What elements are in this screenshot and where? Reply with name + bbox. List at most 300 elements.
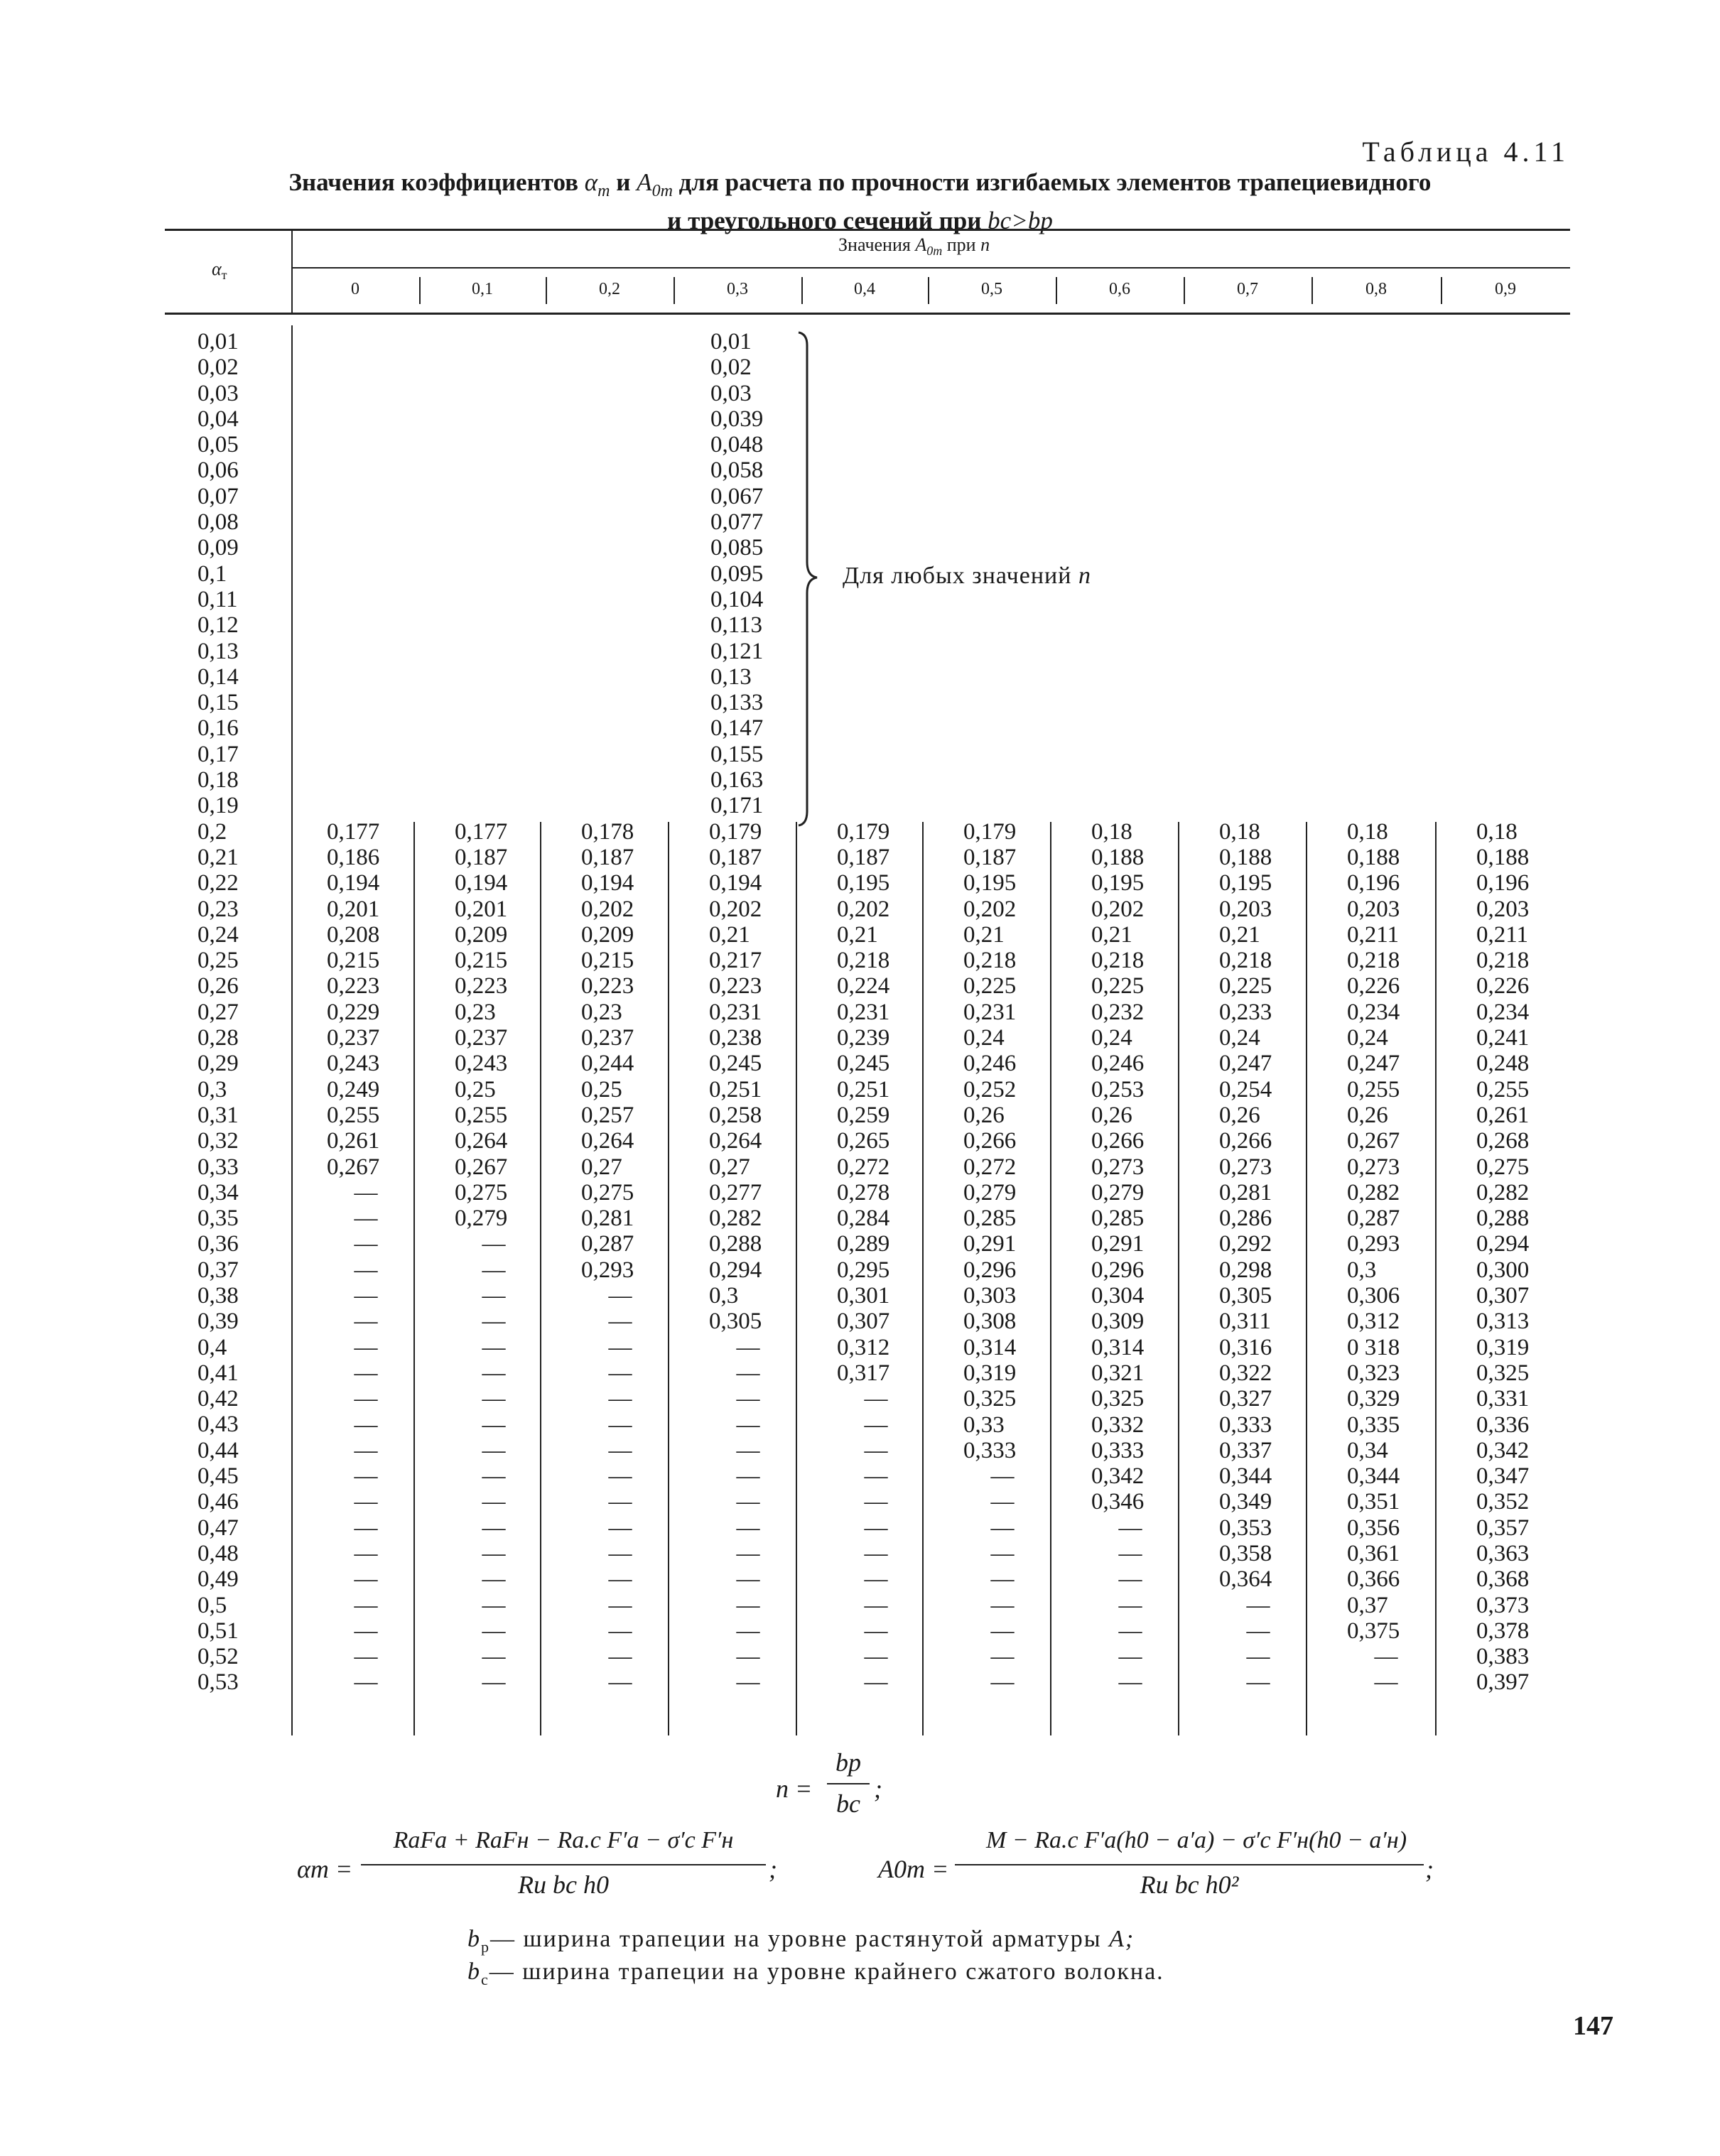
formula-n-fraction-line — [827, 1783, 870, 1784]
table-cell: 0,249 — [327, 1076, 380, 1103]
empty-value-dash: — — [354, 1618, 378, 1644]
empty-value-dash: — — [608, 1618, 632, 1644]
table-cell: 0,351 — [1347, 1489, 1400, 1515]
table-cell: 0,319 — [963, 1360, 1017, 1386]
table-cell: 0,273 — [1091, 1154, 1145, 1180]
caption-line-2: и треугольного сечений при bc>bр — [667, 207, 1053, 234]
alpha-value: 0,27 — [198, 999, 239, 1025]
table-cell: 0,244 — [581, 1051, 634, 1077]
empty-value-dash: — — [736, 1669, 760, 1696]
table-cell: 0,195 — [1091, 870, 1145, 896]
empty-value-dash: — — [354, 1592, 378, 1618]
table-cell: 0,272 — [837, 1154, 890, 1180]
table-cell: 0,26 — [1091, 1102, 1132, 1128]
alpha-value: 0,37 — [198, 1257, 239, 1283]
any-n-value: 0,147 — [710, 715, 764, 742]
table-cell: 0,268 — [1476, 1128, 1530, 1154]
table-cell: 0,177 — [455, 818, 508, 845]
table-cell: 0,364 — [1219, 1566, 1272, 1593]
table-cell: 0,245 — [709, 1051, 762, 1077]
alpha-value: 0,05 — [198, 432, 239, 458]
empty-value-dash: — — [354, 1206, 378, 1232]
table-cell: 0,344 — [1347, 1463, 1400, 1490]
formula-A-lhs: A0т = — [878, 1855, 949, 1883]
table-cell: 0,27 — [709, 1154, 750, 1180]
table-cell: 0,179 — [709, 818, 762, 845]
table-cell: 0,23 — [581, 999, 622, 1025]
curly-brace-icon — [796, 331, 824, 828]
value-column-n-4 — [837, 819, 915, 1696]
table-cell: 0,282 — [1476, 1179, 1530, 1206]
alpha-value: 0,45 — [198, 1463, 239, 1490]
empty-value-dash: — — [608, 1412, 632, 1438]
table-cell: 0,251 — [709, 1076, 762, 1103]
empty-value-dash: — — [482, 1334, 506, 1360]
body-divider — [796, 822, 797, 1735]
table-cell: 0,24 — [1347, 1025, 1388, 1051]
alpha-value: 0,12 — [198, 612, 239, 639]
page-number: 147 — [1573, 2011, 1613, 2041]
table-cell: 0,305 — [709, 1309, 762, 1335]
alpha-value: 0,08 — [198, 509, 239, 536]
alpha-value: 0,09 — [198, 535, 239, 561]
empty-value-dash: — — [354, 1257, 378, 1283]
caption-condition: bc>bр — [988, 207, 1053, 234]
empty-value-dash: — — [736, 1463, 760, 1490]
table-cell: 0,291 — [963, 1231, 1017, 1257]
table-cell: 0,209 — [455, 921, 508, 948]
body-divider — [1178, 822, 1179, 1735]
table-cell: 0,255 — [327, 1102, 380, 1128]
header-divider-alpha — [291, 230, 293, 313]
any-n-value: 0,13 — [710, 663, 752, 690]
table-cell: 0,282 — [1347, 1179, 1400, 1206]
table-cell: 0,253 — [1091, 1076, 1145, 1103]
any-n-value: 0,058 — [710, 457, 764, 484]
legend-line-bp: $b_р—$ ширина трапеции на уровне растянутой арматуры A; — [467, 1926, 1135, 1956]
empty-value-dash: — — [1118, 1592, 1142, 1618]
empty-value-dash: — — [1118, 1644, 1142, 1670]
empty-value-dash: — — [990, 1566, 1015, 1593]
formula-alpha-lhs: αт = — [297, 1855, 353, 1883]
table-cell: 0,187 — [581, 844, 634, 870]
empty-value-dash: — — [482, 1463, 506, 1490]
table-cell: 0,264 — [581, 1128, 634, 1154]
alpha-value: 0,15 — [198, 690, 239, 716]
table-cell: 0,344 — [1219, 1463, 1272, 1490]
table-cell: 0,203 — [1219, 896, 1272, 922]
value-column-n-8 — [1347, 819, 1425, 1696]
n-header-cell: 0,6 — [1109, 280, 1130, 298]
empty-value-dash: — — [354, 1669, 378, 1696]
empty-value-dash: — — [990, 1618, 1015, 1644]
header-mid-rule — [291, 267, 1570, 269]
table-cell: 0,255 — [1476, 1076, 1530, 1103]
table-cell: 0,298 — [1219, 1257, 1272, 1283]
table-cell: 0,26 — [963, 1102, 1005, 1128]
table-cell: 0,18 — [1476, 818, 1518, 845]
empty-value-dash: — — [608, 1463, 632, 1490]
table-cell: 0,255 — [1347, 1076, 1400, 1103]
n-header-cell: 0 — [351, 280, 359, 298]
table-cell: 0,3 — [1347, 1257, 1377, 1283]
table-cell: 0,322 — [1219, 1360, 1272, 1386]
table-cell: 0,337 — [1219, 1437, 1272, 1463]
empty-value-dash: — — [736, 1592, 760, 1618]
table-cell: 0,21 — [709, 921, 750, 948]
table-cell: 0,201 — [455, 896, 508, 922]
empty-value-dash: — — [608, 1592, 632, 1618]
formula-alpha-numerator: RаFа + RаFн − Rа.с F′а − σ′с F′н — [393, 1827, 734, 1853]
alpha-value: 0,3 — [198, 1076, 227, 1103]
table-cell: 0,361 — [1347, 1541, 1400, 1566]
table-cell: 0,246 — [963, 1051, 1017, 1077]
table-cell: 0,226 — [1476, 973, 1530, 1000]
alpha-value: 0,13 — [198, 638, 239, 664]
empty-value-dash: — — [864, 1566, 888, 1593]
empty-value-dash: — — [354, 1515, 378, 1541]
table-cell: 0,267 — [1347, 1128, 1400, 1154]
any-n-values-column — [710, 329, 763, 819]
empty-value-dash: — — [354, 1231, 378, 1257]
any-n-value: 0,155 — [710, 741, 764, 767]
table-cell: 0,258 — [709, 1102, 762, 1128]
table-cell: 0,202 — [963, 896, 1017, 922]
table-cell: 0,196 — [1476, 870, 1530, 896]
caption-alpha: $\alpha_т$ — [584, 168, 610, 200]
empty-value-dash: — — [990, 1489, 1015, 1515]
table-cell: 0,195 — [837, 870, 890, 896]
table-cell: 0,301 — [837, 1283, 890, 1309]
table-caption — [0, 168, 1720, 236]
table-cell: 0,218 — [1091, 948, 1145, 974]
empty-value-dash: — — [1374, 1669, 1398, 1696]
alpha-value: 0,06 — [198, 457, 239, 484]
alpha-value: 0,42 — [198, 1386, 239, 1412]
alpha-value: 0,23 — [198, 896, 239, 922]
table-cell: 0,187 — [963, 844, 1017, 870]
table-cell: 0,188 — [1219, 844, 1272, 870]
table-cell: 0,3 — [709, 1283, 739, 1309]
empty-value-dash: — — [482, 1257, 506, 1283]
empty-value-dash: — — [990, 1644, 1015, 1670]
table-cell: 0,195 — [1219, 870, 1272, 896]
formula-n-lhs: n = — [776, 1775, 813, 1803]
empty-value-dash: — — [354, 1489, 378, 1515]
any-n-value: 0,02 — [710, 354, 752, 381]
empty-value-dash: — — [482, 1541, 506, 1566]
table-cell: 0,211 — [1347, 921, 1400, 948]
table-cell: 0,18 — [1347, 818, 1388, 845]
table-cell: 0,312 — [1347, 1309, 1400, 1335]
table-cell: 0,23 — [455, 999, 496, 1025]
value-column-n-7 — [1219, 819, 1297, 1696]
table-cell: 0,187 — [709, 844, 762, 870]
table-cell: 0,279 — [455, 1206, 508, 1232]
empty-value-dash: — — [1246, 1669, 1270, 1696]
any-n-value: 0,01 — [710, 329, 752, 354]
table-number: Таблица 4.11 — [1362, 136, 1569, 168]
table-cell: 0,21 — [1091, 921, 1132, 948]
empty-value-dash: — — [608, 1515, 632, 1541]
any-n-value: 0,067 — [710, 483, 764, 509]
table-cell: 0,319 — [1476, 1334, 1530, 1360]
empty-value-dash: — — [354, 1179, 378, 1206]
table-cell: 0,241 — [1476, 1025, 1530, 1051]
value-column-n-1 — [455, 819, 533, 1696]
table-cell: 0,34 — [1347, 1437, 1388, 1463]
table-cell: 0,177 — [327, 818, 380, 845]
empty-value-dash: — — [736, 1360, 760, 1386]
empty-value-dash: — — [608, 1334, 632, 1360]
table-cell: 0,179 — [963, 818, 1017, 845]
alpha-value: 0,44 — [198, 1437, 239, 1463]
empty-value-dash: — — [482, 1386, 506, 1412]
table-cell: 0,279 — [963, 1179, 1017, 1206]
body-divider — [413, 822, 415, 1735]
caption-line-1: Значения коэффициентов $\alpha_т$ и $A_{0т}$ для расчета по прочности изгибаемых элементов трапециевидного — [288, 168, 1432, 200]
alpha-value: 0,14 — [198, 663, 239, 690]
empty-value-dash: — — [354, 1566, 378, 1593]
alpha-value: 0,43 — [198, 1412, 239, 1438]
table-cell: 0,397 — [1476, 1669, 1530, 1696]
any-n-value: 0,104 — [710, 586, 764, 612]
table-cell: 0,245 — [837, 1051, 890, 1077]
table-cell: 0,358 — [1219, 1541, 1272, 1566]
table-cell: 0,317 — [837, 1360, 890, 1386]
empty-value-dash: — — [608, 1386, 632, 1412]
alpha-value: 0,01 — [198, 329, 239, 354]
alpha-value: 0,28 — [198, 1025, 239, 1051]
table-cell: 0,234 — [1347, 999, 1400, 1025]
value-column-n-0 — [327, 819, 405, 1696]
alpha-value: 0,34 — [198, 1179, 239, 1206]
empty-value-dash: — — [864, 1463, 888, 1490]
table-cell: 0,287 — [1347, 1206, 1400, 1232]
alpha-value: 0,29 — [198, 1051, 239, 1077]
value-column-n-3 — [709, 819, 787, 1696]
n-header-cell: 0,4 — [854, 280, 875, 298]
alpha-value: 0,52 — [198, 1644, 239, 1670]
table-cell: 0,264 — [455, 1128, 508, 1154]
table-cell: 0,284 — [837, 1206, 890, 1232]
empty-value-dash: — — [482, 1669, 506, 1696]
table-cell: 0,37 — [1347, 1592, 1388, 1618]
empty-value-dash: — — [1374, 1644, 1398, 1670]
body-divider — [540, 822, 541, 1735]
table-cell: 0,252 — [963, 1076, 1017, 1103]
formula-n-semicolon: ; — [874, 1775, 882, 1803]
table-cell: 0,323 — [1347, 1360, 1400, 1386]
table-cell: 0,188 — [1476, 844, 1530, 870]
table-cell: 0,21 — [963, 921, 1005, 948]
empty-value-dash: — — [1118, 1515, 1142, 1541]
table-cell: 0,196 — [1347, 870, 1400, 896]
empty-value-dash: — — [482, 1489, 506, 1515]
table-cell: 0,251 — [837, 1076, 890, 1103]
empty-value-dash: — — [1118, 1669, 1142, 1696]
table-cell: 0,309 — [1091, 1309, 1145, 1335]
empty-value-dash: — — [1246, 1592, 1270, 1618]
table-cell: 0,281 — [581, 1206, 634, 1232]
empty-value-dash: — — [864, 1489, 888, 1515]
empty-value-dash: — — [864, 1515, 888, 1541]
alpha-value: 0,5 — [198, 1592, 227, 1618]
table-cell: 0,231 — [837, 999, 890, 1025]
body-divider — [1435, 822, 1437, 1735]
table-cell: 0,218 — [837, 948, 890, 974]
table-cell: 0,231 — [963, 999, 1017, 1025]
table-cell: 0,363 — [1476, 1541, 1530, 1566]
table-cell: 0,303 — [963, 1283, 1017, 1309]
alpha-value: 0,21 — [198, 844, 239, 870]
empty-value-dash: — — [736, 1412, 760, 1438]
table-cell: 0,273 — [1347, 1154, 1400, 1180]
table-cell: 0,342 — [1091, 1463, 1145, 1490]
empty-value-dash: — — [482, 1231, 506, 1257]
table-cell: 0,294 — [1476, 1231, 1530, 1257]
table-cell: 0,321 — [1091, 1360, 1145, 1386]
any-n-value: 0,163 — [710, 767, 764, 793]
formula-A-fraction-line — [955, 1864, 1424, 1865]
body-divider — [668, 822, 669, 1735]
alpha-value: 0,47 — [198, 1515, 239, 1541]
table-cell: 0,285 — [963, 1206, 1017, 1232]
empty-value-dash: — — [608, 1541, 632, 1566]
table-cell: 0,325 — [1476, 1360, 1530, 1386]
caption-A: $A_{0т}$ — [637, 168, 673, 200]
value-column-n-5 — [963, 819, 1042, 1696]
table-cell: 0 318 — [1347, 1334, 1400, 1360]
table-cell: 0,254 — [1219, 1076, 1272, 1103]
table-cell: 0,314 — [963, 1334, 1017, 1360]
n-header-cell: 0,1 — [472, 280, 493, 298]
table-cell: 0,296 — [1091, 1257, 1145, 1283]
empty-value-dash: — — [990, 1463, 1015, 1490]
table-cell: 0,296 — [963, 1257, 1017, 1283]
alpha-value: 0,18 — [198, 767, 239, 793]
body-divider — [1306, 822, 1307, 1735]
table-cell: 0,226 — [1347, 973, 1400, 1000]
table-cell: 0,357 — [1476, 1515, 1530, 1541]
table-cell: 0,243 — [455, 1051, 508, 1077]
table-cell: 0,325 — [1091, 1386, 1145, 1412]
table-cell: 0,179 — [837, 818, 890, 845]
table-cell: 0,294 — [709, 1257, 762, 1283]
table-cell: 0,223 — [455, 973, 508, 1000]
table-cell: 0,18 — [1219, 818, 1260, 845]
table-cell: 0,188 — [1091, 844, 1145, 870]
table-cell: 0,286 — [1219, 1206, 1272, 1232]
table-cell: 0,316 — [1219, 1334, 1272, 1360]
empty-value-dash: — — [354, 1463, 378, 1490]
table-cell: 0,224 — [837, 973, 890, 1000]
alpha-value: 0,39 — [198, 1309, 239, 1335]
table-cell: 0,308 — [963, 1309, 1017, 1335]
table-cell: 0,307 — [1476, 1283, 1530, 1309]
table-cell: 0,218 — [1347, 948, 1400, 974]
table-cell: 0,237 — [581, 1025, 634, 1051]
table-cell: 0,291 — [1091, 1231, 1145, 1257]
alpha-value: 0,02 — [198, 354, 239, 381]
empty-value-dash: — — [482, 1566, 506, 1593]
table-cell: 0,203 — [1476, 896, 1530, 922]
any-n-value: 0,121 — [710, 638, 764, 664]
alpha-value: 0,38 — [198, 1282, 239, 1309]
empty-value-dash: — — [482, 1644, 506, 1670]
formula-alpha-denominator: Rи bc h0 — [518, 1870, 609, 1899]
alpha-value: 0,24 — [198, 921, 239, 948]
formula-A-numerator: M − Rа.с F′а(h0 − a′а) − σ′с F′н(h0 − a′н) — [985, 1827, 1407, 1853]
table-cell: 0,187 — [837, 844, 890, 870]
table-cell: 0,287 — [581, 1231, 634, 1257]
table-cell: 0,356 — [1347, 1515, 1400, 1541]
empty-value-dash: — — [482, 1283, 506, 1309]
table-cell: 0,194 — [709, 870, 762, 896]
empty-value-dash: — — [608, 1566, 632, 1593]
table-cell: 0,202 — [1091, 896, 1145, 922]
table-cell: 0,278 — [837, 1179, 890, 1206]
table-cell: 0,203 — [1347, 896, 1400, 922]
table-cell: 0,305 — [1219, 1283, 1272, 1309]
empty-value-dash: — — [736, 1489, 760, 1515]
table-cell: 0,277 — [709, 1179, 762, 1206]
empty-value-dash: — — [482, 1592, 506, 1618]
empty-value-dash: — — [864, 1618, 888, 1644]
formula-A-denominator: Rи bc h0² — [1140, 1870, 1239, 1899]
table-cell: 0,292 — [1219, 1231, 1272, 1257]
any-n-value: 0,077 — [710, 509, 764, 536]
empty-value-dash: — — [482, 1515, 506, 1541]
empty-value-dash: — — [482, 1412, 506, 1438]
n-header-cell: 0,7 — [1237, 280, 1258, 298]
table-cell: 0,331 — [1476, 1386, 1530, 1412]
table-cell: 0,218 — [963, 948, 1017, 974]
table-cell: 0,24 — [1219, 1025, 1260, 1051]
table-cell: 0,26 — [1219, 1102, 1260, 1128]
empty-value-dash: — — [354, 1283, 378, 1309]
alpha-value: 0,16 — [198, 715, 239, 742]
table-cell: 0,279 — [1091, 1179, 1145, 1206]
alpha-values-column — [198, 329, 239, 1696]
table-cell: 0,368 — [1476, 1566, 1530, 1593]
alpha-column-header: $\alpha_т$ — [212, 259, 227, 283]
alpha-value: 0,17 — [198, 741, 239, 767]
empty-value-dash: — — [1118, 1566, 1142, 1593]
table-cell: 0,266 — [963, 1128, 1017, 1154]
table-cell: 0,238 — [709, 1025, 762, 1051]
table-cell: 0,202 — [581, 896, 634, 922]
table-cell: 0,229 — [327, 999, 380, 1025]
alpha-value: 0,4 — [198, 1334, 227, 1360]
table-cell: 0,314 — [1091, 1334, 1145, 1360]
table-cell: 0,342 — [1476, 1437, 1530, 1463]
table-cell: 0,346 — [1091, 1489, 1145, 1515]
alpha-value: 0,26 — [198, 973, 239, 1000]
table-cell: 0,33 — [963, 1412, 1005, 1438]
table-cell: 0,237 — [455, 1025, 508, 1051]
table-cell: 0,24 — [1091, 1025, 1132, 1051]
table-cell: 0,261 — [327, 1128, 380, 1154]
alpha-value: 0,11 — [198, 586, 238, 612]
empty-value-dash: — — [608, 1309, 632, 1335]
table-cell: 0,202 — [837, 896, 890, 922]
table-cell: 0,295 — [837, 1257, 890, 1283]
table-cell: 0,239 — [837, 1025, 890, 1051]
alpha-value: 0,33 — [198, 1154, 239, 1180]
table-cell: 0,217 — [709, 948, 762, 974]
table-cell: 0,282 — [709, 1206, 762, 1232]
